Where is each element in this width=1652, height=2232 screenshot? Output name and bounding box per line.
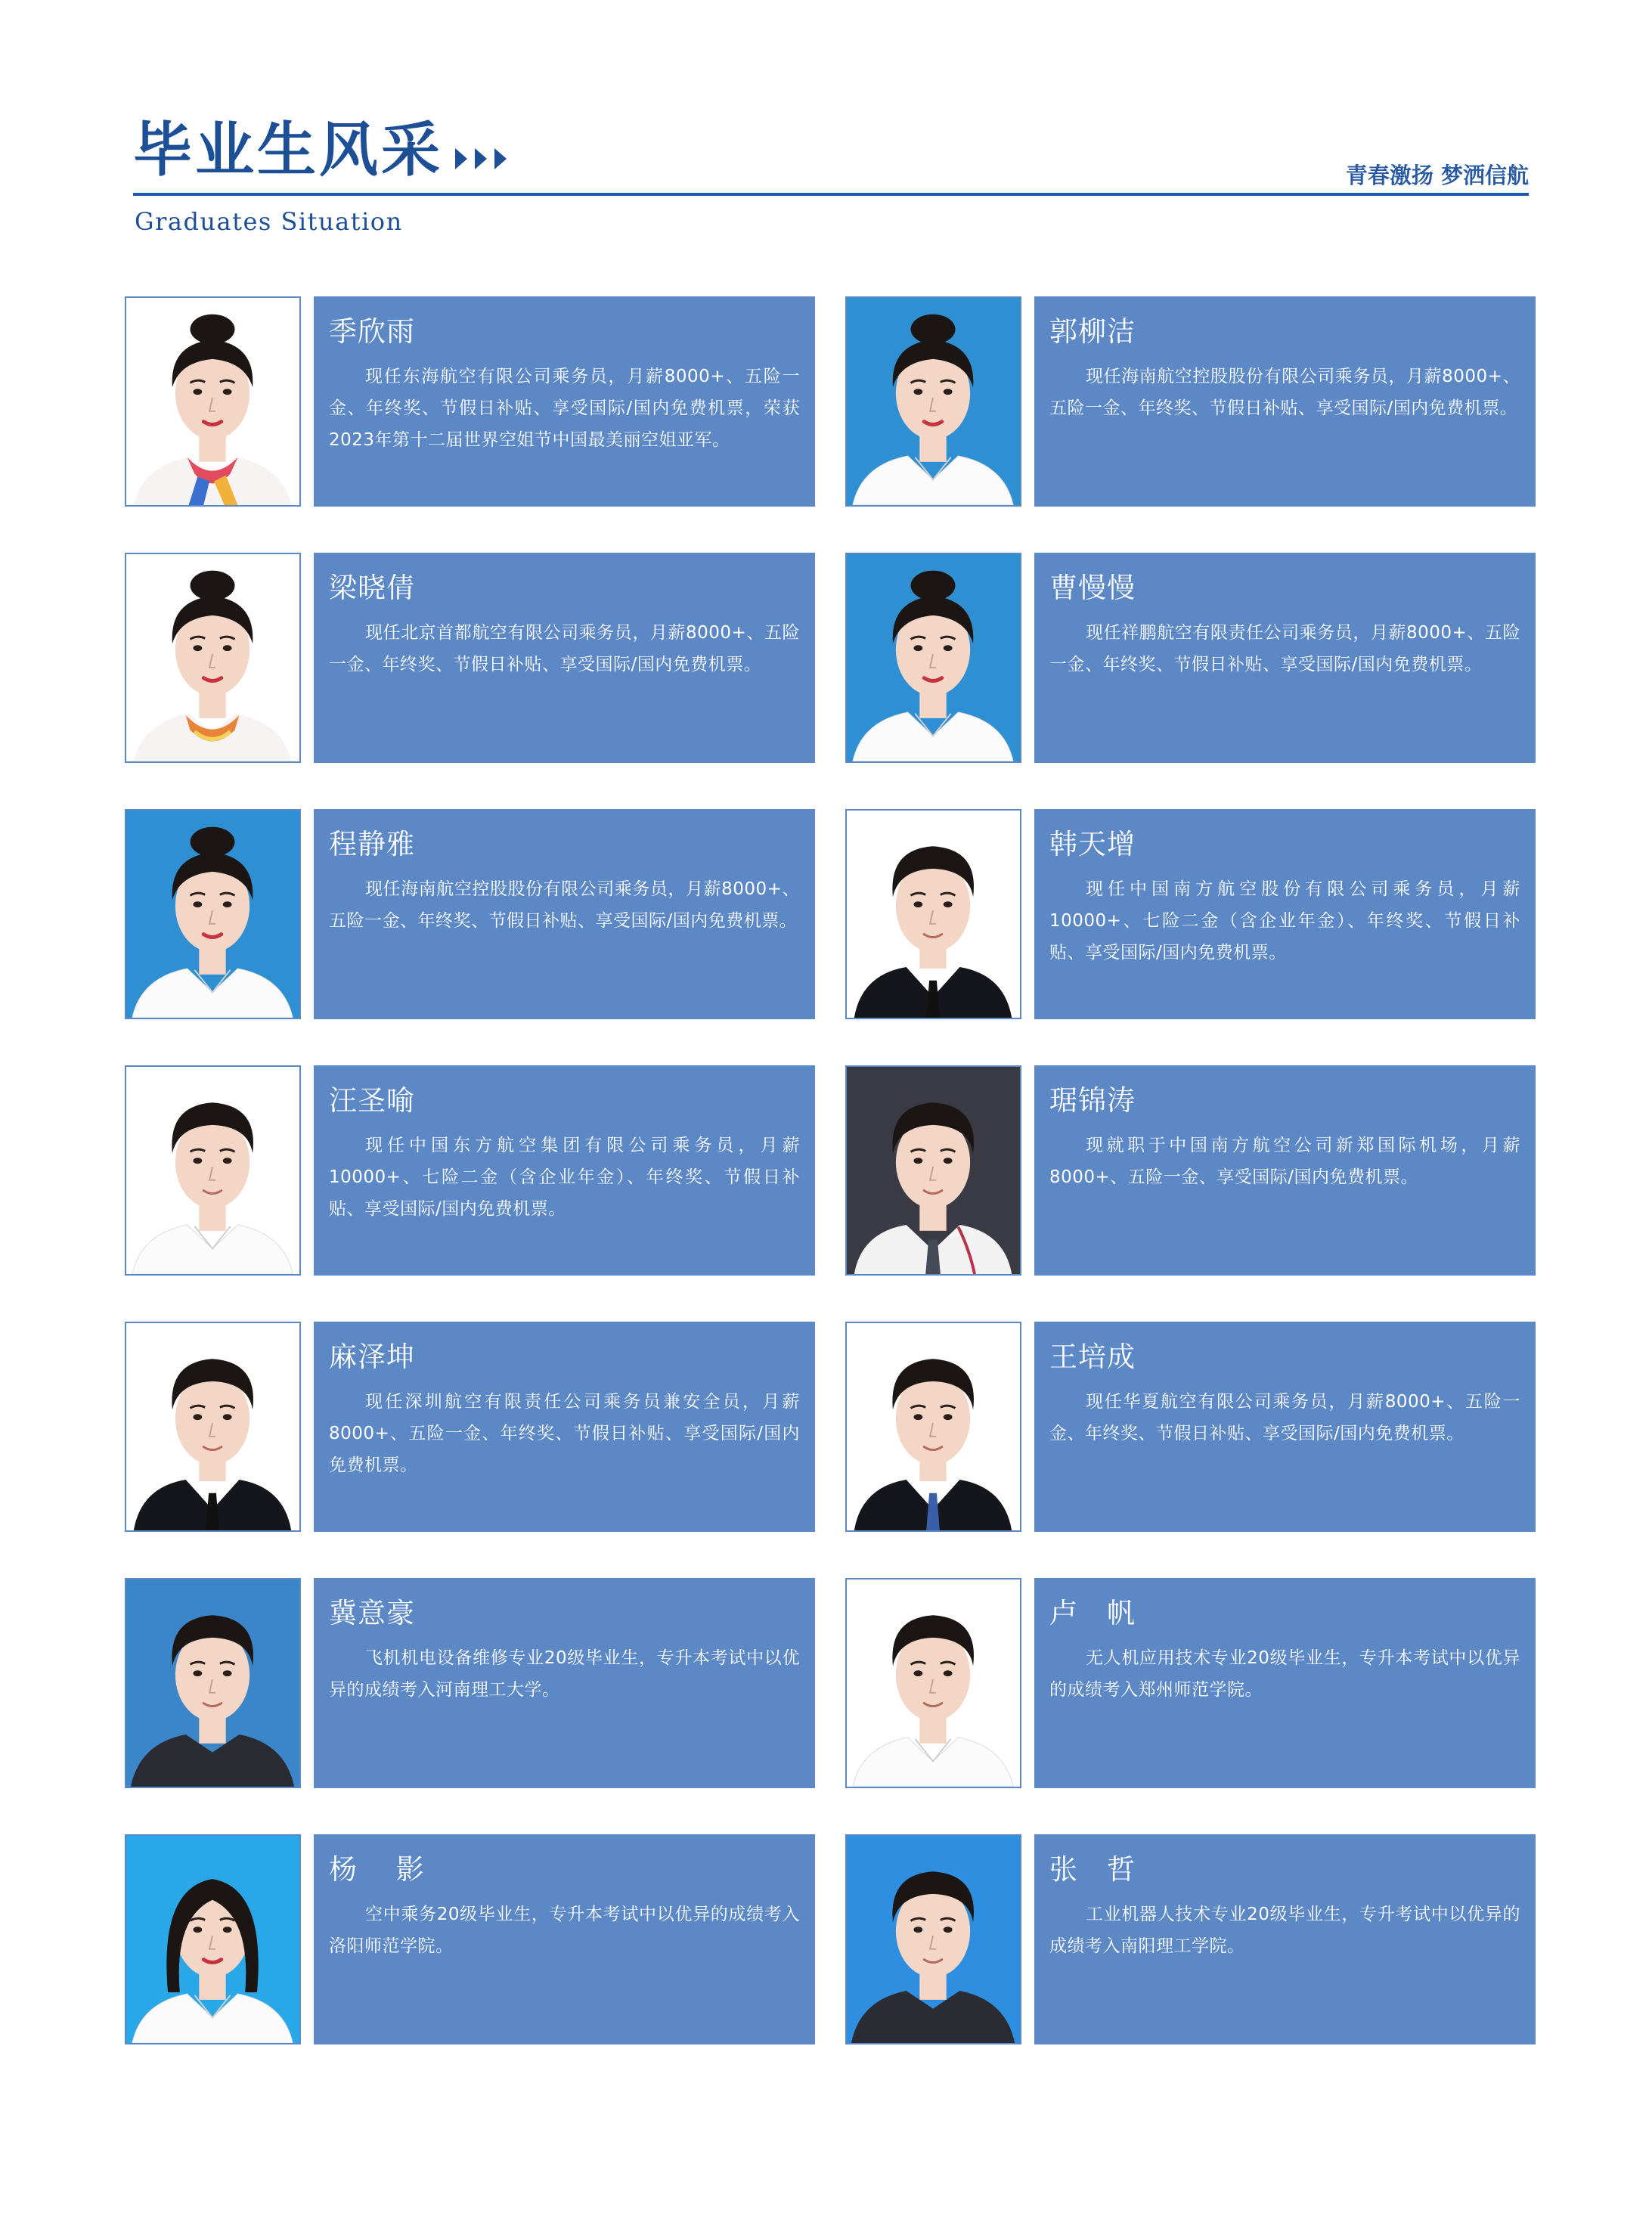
graduate-description: 现任华夏航空有限公司乘务员，月薪8000+、五险一金、年终奖、节假日补贴、享受国际/国内免费机票。 [1049, 1392, 1520, 1443]
graduates-grid [125, 296, 1536, 2044]
graduate-info [1034, 553, 1536, 763]
graduate-description: 工业机器人技术专业20级毕业生，专升考试中以优异的成绩考入南阳理工学院。 [1049, 1905, 1520, 1956]
graduate-photo [125, 1322, 301, 1532]
graduate-name: 韩天增 [1049, 828, 1136, 860]
graduate-info [314, 1578, 815, 1788]
graduate-photo [845, 1834, 1021, 2044]
graduate-info [314, 809, 815, 1019]
graduate-name: 梁晓倩 [329, 572, 415, 604]
triple-chevron-icon [454, 145, 514, 172]
graduate-card [125, 296, 815, 507]
portrait-illustration [126, 1323, 299, 1530]
section-title: 毕业生风采 [133, 116, 444, 184]
slogan: 青春激扬 梦洒信航 [1345, 163, 1529, 188]
graduate-info [1034, 1834, 1536, 2044]
section-subtitle: Graduates Situation [135, 207, 403, 236]
portrait-illustration [847, 811, 1020, 1018]
graduate-name: 王培成 [1049, 1341, 1136, 1373]
graduate-photo [845, 1065, 1021, 1276]
graduate-description: 飞机机电设备维修专业20级毕业生，专升本考试中以优异的成绩考入河南理工大学。 [329, 1648, 800, 1700]
graduate-photo [125, 1065, 301, 1276]
graduate-card [845, 553, 1536, 763]
graduate-name: 冀意豪 [329, 1597, 415, 1629]
graduate-photo [125, 809, 301, 1019]
portrait-illustration [847, 1836, 1020, 2043]
graduate-photo [125, 1834, 301, 2044]
graduate-photo [845, 809, 1021, 1019]
graduate-info [314, 296, 815, 507]
portrait-illustration [126, 1579, 299, 1787]
graduate-card [845, 296, 1536, 507]
graduate-info [1034, 1322, 1536, 1532]
graduate-card [125, 1834, 815, 2044]
graduate-info [314, 553, 815, 763]
graduate-name: 季欣雨 [329, 315, 415, 348]
graduate-description: 现任东海航空有限公司乘务员，月薪8000+、五险一金、年终奖、节假日补贴、享受国际/国内免费机票，荣获2023年第十二届世界空姐节中国最美丽空姐亚军。 [329, 367, 800, 450]
portrait-illustration [847, 1323, 1020, 1530]
header-divider [133, 193, 1529, 196]
graduate-card [125, 809, 815, 1019]
graduate-description: 空中乘务20级毕业生，专升本考试中以优异的成绩考入洛阳师范学院。 [329, 1905, 800, 1956]
graduate-info [1034, 809, 1536, 1019]
graduate-card [845, 809, 1536, 1019]
graduate-description: 现任中国东方航空集团有限公司乘务员，月薪10000+、七险二金（含企业年金）、年终奖、节假日补贴、享受国际/国内免费机票。 [329, 1136, 800, 1219]
portrait-illustration [126, 811, 299, 1018]
graduate-description: 现任海南航空控股股份有限公司乘务员，月薪8000+、五险一金、年终奖、节假日补贴、享受国际/国内免费机票。 [329, 879, 800, 931]
graduate-card [845, 1065, 1536, 1276]
graduate-photo [125, 1578, 301, 1788]
portrait-illustration [847, 1579, 1020, 1787]
graduate-photo [845, 553, 1021, 763]
graduate-card [125, 553, 815, 763]
graduate-description: 现任海南航空控股股份有限公司乘务员，月薪8000+、五险一金、年终奖、节假日补贴、享受国际/国内免费机票。 [1049, 367, 1520, 418]
graduate-info [314, 1065, 815, 1276]
graduate-name: 卢 帆 [1049, 1597, 1136, 1629]
graduate-name: 汪圣喻 [329, 1084, 415, 1117]
graduate-photo [125, 553, 301, 763]
portrait-illustration [126, 298, 299, 505]
graduate-info [1034, 1578, 1536, 1788]
portrait-illustration [847, 1067, 1020, 1274]
graduate-description: 现任深圳航空有限责任公司乘务员兼安全员，月薪8000+、五险一金、年终奖、节假日补贴、享受国际/国内免费机票。 [329, 1392, 800, 1475]
graduate-description: 现任祥鹏航空有限责任公司乘务员，月薪8000+、五险一金、年终奖、节假日补贴、享受国际/国内免费机票。 [1049, 623, 1520, 674]
portrait-illustration [126, 1067, 299, 1274]
graduate-photo [845, 296, 1021, 507]
graduate-photo [125, 296, 301, 507]
graduate-card [845, 1322, 1536, 1532]
graduate-card [125, 1578, 815, 1788]
graduate-name: 杨 影 [329, 1853, 425, 1886]
graduate-description: 无人机应用技术专业20级毕业生，专升本考试中以优异的成绩考入郑州师范学院。 [1049, 1648, 1520, 1700]
graduate-name: 张 哲 [1049, 1853, 1136, 1886]
graduate-info [314, 1322, 815, 1532]
graduate-name: 琚锦涛 [1049, 1084, 1136, 1117]
portrait-illustration [126, 554, 299, 761]
graduate-card [845, 1578, 1536, 1788]
graduate-description: 现就职于中国南方航空公司新郑国际机场，月薪8000+、五险一金、享受国际/国内免费机票。 [1049, 1136, 1520, 1187]
graduate-photo [845, 1578, 1021, 1788]
graduate-name: 程静雅 [329, 828, 415, 860]
graduate-info [314, 1834, 815, 2044]
graduate-name: 麻泽坤 [329, 1341, 415, 1373]
graduate-card [125, 1065, 815, 1276]
graduate-info [1034, 296, 1536, 507]
graduate-name: 郭柳洁 [1049, 315, 1136, 348]
graduate-name: 曹慢慢 [1049, 572, 1136, 604]
graduate-card [845, 1834, 1536, 2044]
graduate-photo [845, 1322, 1021, 1532]
graduate-info [1034, 1065, 1536, 1276]
portrait-illustration [126, 1836, 299, 2043]
portrait-illustration [847, 554, 1020, 761]
graduate-description: 现任北京首都航空有限公司乘务员，月薪8000+、五险一金、年终奖、节假日补贴、享受国际/国内免费机票。 [329, 623, 800, 674]
graduate-description: 现任中国南方航空股份有限公司乘务员，月薪10000+、七险二金（含企业年金）、年终奖、节假日补贴、享受国际/国内免费机票。 [1049, 879, 1520, 963]
portrait-illustration [847, 298, 1020, 505]
graduate-card [125, 1322, 815, 1532]
